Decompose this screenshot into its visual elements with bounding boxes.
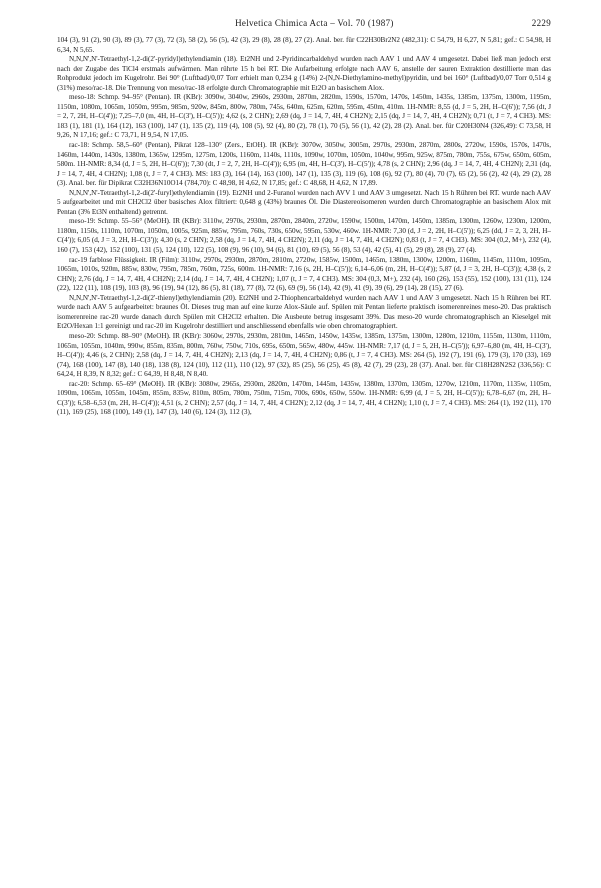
paragraph-rac-20: rac-20: Schmp. 65–69° (MeOH). IR (KBr): 3080w, 2965s, 2930m, 2820m, 1470m, 1445m, 1435w, 1380m, 1370m, 1305m, 1270w, 1210m, 1170m, 1135w, 1105m, 1090m, 1065m, 1055m, 1045m, 855m, 835w, 810m, 805m, 780m, 750m, 715m, 700s, 690s, 650w, 550w. 1H-NMR: 6,99 (d, J = 5, 2H, H–C(5')); 6,78–6,67 (m, 2H, H–C(3')); 6,58–6,53 (m, 2H, H–C(4')); 4,51 (s, 2 CHN); 2,57 (dq, J = 14, 7, 4H, 4 CH2N); 2,12 (dq, J = 14, 7, 4H, 4 CH2N); 1,10 (t, J = 7, 4 CH3). MS: 264 (1), 192 (11), 170 (11), 169 (25), 168 (100), 149 (1), 147 (3), 140 (6), 124 (3), 112 (3), <box>57 379 551 417</box>
paragraph-meso-19: meso-19: Schmp. 55–56° (MeOH). IR (KBr): 3110w, 2970s, 2930m, 2870m, 2840m, 2720w, 1590w, 1500m, 1470m, 1450m, 1385m, 1300m, 1260w, 1230m, 1200m, 1180m, 1150s, 1110m, 1070m, 1050m, 1005s, 925m, 885w, 795m, 760s, 730s, 650w, 595m, 530w, 460w. 1H-NMR: 7,30 (d, J = 2, 2H, H–C(5')); 6,25 (dd, J = 2, 3, 2H, H–C(4')); 6,05 (d, J = 3, 2H, H–C(3')); 4,30 (s, 2 CHN); 2,58 (dq, J = 14, 7, 4H, 4 CH2N); 2,11 (dq, J = 14, 7, 4H, 4 CH2N); 0,83 (t, J = 7, 4 CH3). MS: 304 (0,2, M+), 232 (4), 160 (7), 153 (42), 152 (100), 131 (5), 124 (10), 122 (5), 108 (9), 96 (10), 94 (6), 81 (10), 69 (5), 56 (8), 53 (4), 42 (5), 41 (5), 29 (8), 28 (9), 27 (4). <box>57 217 551 255</box>
paragraph-compound-20: N,N,N',N'-Tetraethyl-1,2-di(2'-thienyl)ethylendiamin (20). Et2NH und 2-Thiophencarbaldehyd wurden nach AAV 1 und AAV 3 umgesetzt. Nach 15 h Rühren bei RT. wurde nach AAV 5 aufgearbeitet: braunes Öl. Dieses trug man auf eine kurze Alox-Säule auf. Spülen mit Pentan lieferte praktisch isomerenreines meso-20. Das praktisch isomerenreine rac-20 wurde danach durch Spülen mit CH2Cl2 erhalten. Die Ausbeute betrug insgesamt 39%. Das meso-20 wurde chromatographisch an Kieselgel mit Et2O/Hexan 1:1 gereinigt und rac-20 im Kugelrohr destilliert und anschliessend ebenfalls wie oben chromatographiert. <box>57 293 551 331</box>
experimental-section <box>57 36 551 418</box>
paragraph-rac-19: rac-19 farblose Flüssigkeit. IR (Film): 3110w, 2970s, 2930m, 2870m, 2810m, 2720w, 1585w, 1500m, 1465m, 1380m, 1300w, 1200m, 1160m, 1145m, 1110m, 1095m, 1065m, 1010s, 920m, 885w, 830w, 795m, 785m, 760m, 725s, 600m. 1H-NMR: 7,16 (s, 2H, H–C(5')); 6,14–6,06 (m, 2H, H–C(4')); 5,87 (d, J = 3, 2H, H–C(3')); 4,38 (s, 2 CHN); 2,76 (dq, J = 14, 7, 4H, 4 CH2N); 2,14 (dq, J = 14, 7, 4H, 4 CH2N); 1,07 (t, J = 7, 4 CH3). MS: 304 (0,3, M+), 232 (4), 160 (26), 153 (55), 152 (100), 131 (11), 124 (22), 122 (11), 108 (19), 103 (8), 96 (19), 94 (12), 86 (5), 81 (18), 77 (8), 72 (6), 69 (9), 56 (14), 42 (9), 41 (9), 39 (6), 29 (14), 28 (15), 27 (6). <box>57 255 551 293</box>
journal-title: Helvetica Chimica Acta – Vol. 70 (1987) <box>235 18 394 28</box>
paragraph-meso-18: meso-18: Schmp. 94–95° (Pentan). IR (KBr): 3090w, 3040w, 2960s, 2930m, 2870m, 2820m, 1590s, 1570m, 1470s, 1450m, 1435s, 1385m, 1375m, 1300m, 1195m, 1150m, 1080m, 1065m, 1050m, 995m, 985m, 920w, 845m, 800w, 780m, 745s, 640m, 625m, 620m, 595m, 450m, 410m. 1H-NMR: 8,55 (d, J = 5, 2H, H–C(6')); 7,56 (dt, J = 2, 7, 2H, H–C(4')); 7,25–7,0 (m, 4H, H–C(3'), H–C(5')); 4,62 (s, 2 CHN); 2,69 (dq, J = 14, 7, 4H, 4 CH2N); 2,15 (dq, J = 14, 7, 4H, 4 CH2N); 0,71 (t, J = 7, 4 CH3). MS: 183 (1), 181 (1), 164 (12), 163 (100), 147 (1), 135 (2), 119 (4), 108 (5), 92 (4), 80 (2), 78 (1), 70 (5), 56 (1), 42 (2), 28 (2). Anal. ber. für C20H30N4 (326,49): C 73,58, H 9,26, N 17,16; gef.: C 73,71, H 9,54, N 17,05. <box>57 93 551 140</box>
paragraph-analysis-continued: 104 (3), 91 (2), 90 (3), 89 (3), 77 (3), 72 (3), 58 (2), 56 (5), 42 (3), 29 (8), 28 (8), 27 (2). Anal. ber. für C22H30Br2N2 (482,31): C 54,79, H 6,27, N 5,81; gef.: C 54,98, H 6,34, N 5,65. <box>57 36 551 54</box>
paragraph-rac-18: rac-18: Schmp. 58,5–60° (Pentan), Pikrat 128–130° (Zers., EtOH). IR (KBr): 3070w, 3050w, 3005m, 2970s, 2930m, 2870m, 2800s, 2720w, 1590s, 1570s, 1470s, 1460m, 1440m, 1430s, 1380m, 1365w, 1295m, 1275m, 1200s, 1160m, 1140s, 1110s, 1090w, 1070m, 1050m, 1040w, 995m, 925w, 875m, 780m, 755s, 675w, 650m, 605m, 580m. 1H-NMR: 8,34 (d, J = 5, 2H, H–C(6')); 7,30 (dt, J = 2, 7, 2H, H–C(4')); 6,95 (m, 4H, H–C(3'), H–C(5')); 4,78 (s, 2 CHN); 2,96 (dq, J = 14, 7, 4H, 4 CH2N); 2,31 (dq, J = 14, 7, 4H, 4 CH2N); 1,08 (t, J = 7, 4 CH3). MS: 183 (3), 164 (14), 163 (100), 147 (1), 135 (3), 119 (6), 108 (6), 92 (7), 80 (4), 70 (7), 65 (2), 56 (2), 42 (4), 29 (2), 28 (3). Anal. ber. für Dipikrat C32H36N10O14 (784,70): C 48,98, H 4,62, N 17,85; gef.: C 48,68, H 4,62, N 17,89. <box>57 141 551 188</box>
page-number: 2229 <box>531 18 551 28</box>
paragraph-compound-18: N,N,N',N'-Tetraethyl-1,2-di(2'-pyridyl)ethylendiamin (18). Et2NH und 2-Pyridincarbaldehyd wurden nach AAV 1 und AAV 4 umgesetzt. Dabei ließ man jedoch erst nach der Zugabe des TiCl4 erstmals aufwärmen. Man rührte 15 h bei RT. Die Aufarbeitung erfolgte nach AAV 6, anstelle der sauren Extraktion destillierte man das Rohprodukt jedoch im Kugelrohr. Bei 90° (Luftbad)/0,07 Torr erhielt man 0,234 g (14%) 2-(N,N-Diethylamino-methyl)pyridin, und bei 160° (Luftbad)/0,07 Torr 0,514 g (31%) meso/rac-18. Die Trennung von meso/rac-18 erfolgte durch Chromatographie mit Et2O an basischem Alox. <box>57 55 551 92</box>
paragraph-meso-20: meso-20: Schmp. 88–90° (MeOH). IR (KBr): 3060w, 2970s, 2930m, 2810m, 1465m, 1450w, 1435w, 1385m, 1375m, 1300m, 1280m, 1210m, 1155m, 1130m, 1110m, 1065m, 1055m, 1040m, 990w, 855m, 835m, 800m, 760w, 750w, 710s, 695s, 650m, 565w, 480w, 445w. 1H-NMR: 7,17 (d, J = 5, 2H, H–C(5')); 6,97–6,80 (m, 4H, H–C(3'), H–C(4')); 4,46 (s, 2 CHN); 2,58 (dq, J = 14, 7, 4H, 4 CH2N); 2,13 (dq, J = 14, 7, 4H, 4 CH2N); 0,86 (t, J = 7, 4 CH3). MS: 264 (5), 192 (7), 191 (6), 179 (3), 170 (33), 169 (74), 168 (100), 147 (8), 140 (18), 138 (8), 124 (10), 112 (11), 110 (12), 97 (32), 85 (25), 56 (25), 45 (8), 42 (7), 29 (23), 28 (37). Anal. ber. für C18H28N2S2 (336,56): C 64,24, H 8,39, N 8,32; gef.: C 64,39, H 8,48, N 8,40. <box>57 331 551 379</box>
running-header <box>57 18 551 28</box>
paragraph-compound-19: N,N,N',N'-Tetraethyl-1,2-di(2'-furyl)ethylendiamin (19). Et2NH und 2-Furanol wurden nach AVV 1 und AAV 3 umgesetzt. Nach 15 h Rühren bei RT. wurde nach AAV 5 aufgearbeitet und mit CH2Cl2 über basisches Alox filtriert: 0,648 g (43%) braunes Öl. Die Diastereoisomeren wurden durch Chromatographie an basischem Alox mit Pentan (3% Et3N enthaltend) getrennt. <box>57 188 551 216</box>
